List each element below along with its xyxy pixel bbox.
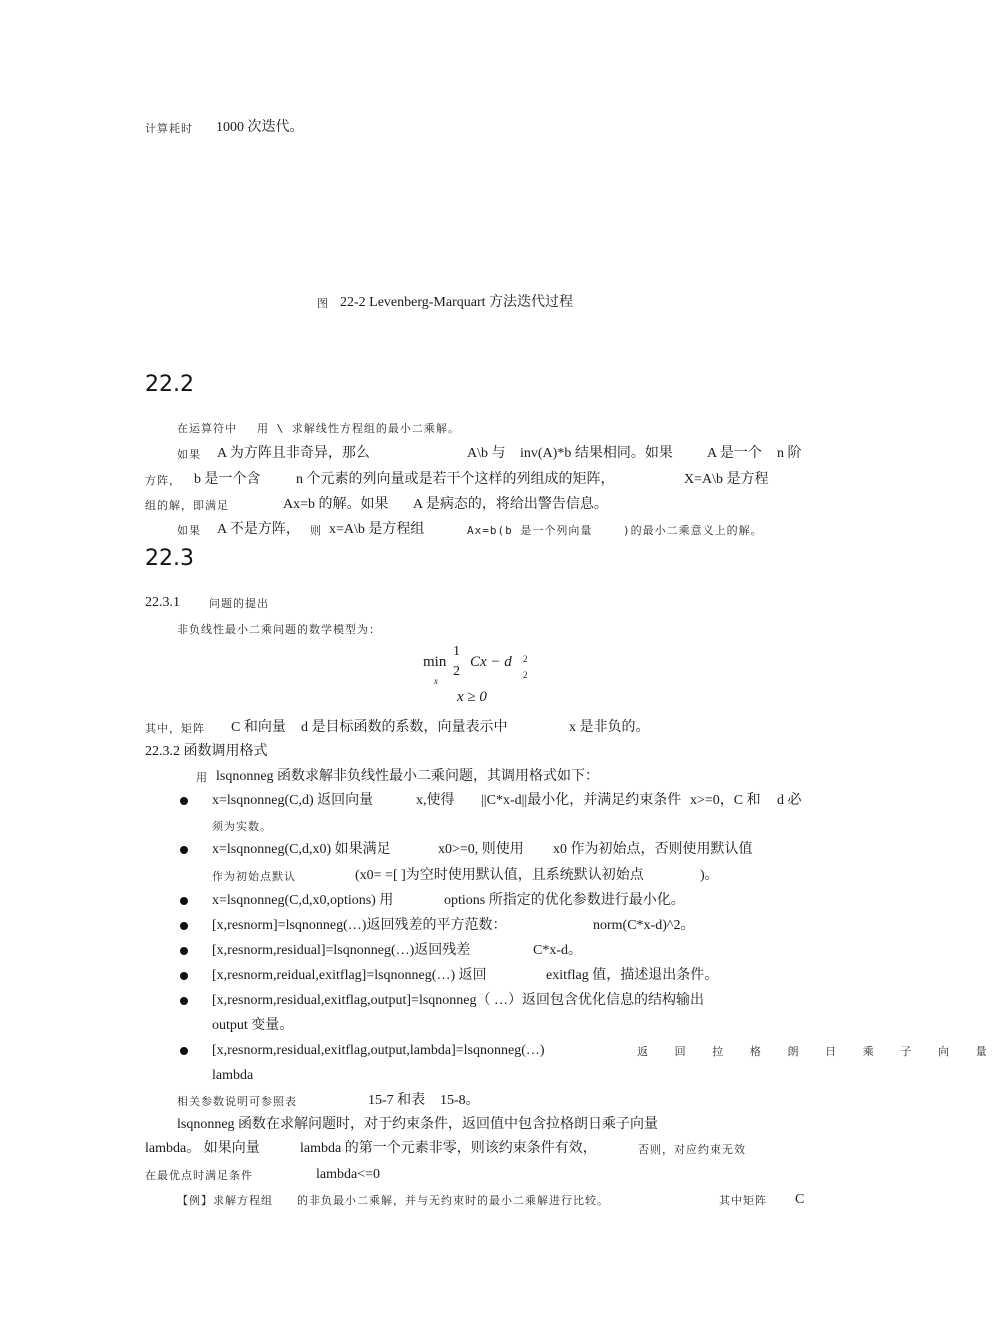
para3-c: 则	[310, 524, 322, 537]
note-line-2b: lambda 的第一个元素非零，则该约束条件有效，	[300, 1141, 597, 1156]
bullet-dot	[180, 947, 188, 955]
para2-l3a: 组的解，即满足	[145, 499, 229, 512]
formula-subscript: 2	[523, 670, 528, 680]
note-line-1: lsqnonneg 函数在求解问题时，对于约束条件，返回值中包含拉格朗日乘子向量	[177, 1117, 659, 1132]
note-line-2a: lambda。 如果向量	[145, 1141, 260, 1156]
bullet-dot	[180, 1047, 188, 1055]
bullet-2-l2a: 作为初始点默认	[212, 870, 296, 883]
formula-fraction-num: 1	[453, 644, 460, 659]
note-line-2c: 否则，对应约束无效	[638, 1143, 746, 1156]
para2-l2a: 方阵，	[145, 474, 181, 487]
note-line-4c: 其中矩阵	[719, 1194, 767, 1207]
top-text: 计算耗时	[145, 122, 193, 135]
bullet-7-l1: [x,resnorm,residual,exitflag,output]=lsqnonneg（ …）返回包含优化信息的结构输出	[212, 993, 705, 1008]
para2-l1b: A 为方阵且非奇异，那么	[217, 446, 370, 461]
bullet-dot	[180, 972, 188, 980]
bullet-2-l2c: )。	[700, 868, 719, 883]
bullet-3-b: options 所指定的优化参数进行最小化。	[444, 893, 685, 908]
bullet-1-l2: 须为实数。	[212, 820, 272, 833]
section-heading-22-2: 22.2	[145, 372, 194, 397]
bullet-1-l1c: ||C*x-d||最小化，并满足约束条件	[481, 793, 682, 808]
table-ref-c: 15-8。	[440, 1093, 480, 1108]
para-intro-b: 用 \ 求解线性方程组的最小二乘解。	[257, 422, 460, 435]
bullet-7-l2: output 变量。	[212, 1018, 294, 1033]
intro-text: 非负线性最小二乘问题的数学模型为：	[177, 623, 381, 636]
subsection-22-3-1-num: 22.3.1	[145, 595, 180, 610]
bullet-2-l2b: (x0= =[ ]为空时使用默认值，且系统默认初始点	[355, 868, 644, 883]
bullet-3-a: x=lsqnonneg(C,d,x0,options) 用	[212, 893, 394, 908]
figure-caption-prefix: 图	[317, 297, 329, 310]
bullet-dot	[180, 897, 188, 905]
subsection-22-3-2: 22.3.2 函数调用格式	[145, 744, 268, 759]
bullet-8-l1a: [x,resnorm,residual,exitflag,output,lambda]=lsqnonneg(…)	[212, 1043, 545, 1058]
para3-e: Ax=b(b 是一个列向量	[467, 524, 593, 537]
note-line-4b: 的非负最小二乘解，并与无约束时的最小二乘解进行比较。	[297, 1194, 609, 1207]
bullet-2-l1b: x0>=0, 则使用	[438, 842, 524, 857]
para2-l3b: Ax=b 的解。如果	[283, 497, 389, 512]
para2-l3c: A 是病态的，将给出警告信息。	[413, 497, 608, 512]
bullet-2-l1c: x0 作为初始点，否则使用默认值	[553, 842, 753, 857]
bullet-1-l1a: x=lsqnonneg(C,d) 返回向量	[212, 793, 374, 808]
bullet-dot	[180, 797, 188, 805]
para2-l2d: X=A\b 是方程	[684, 472, 769, 487]
bullet-6-a: [x,resnorm,reidual,exitflag]=lsqnonneg(…) 返回	[212, 968, 487, 983]
para2-l2c: n 个元素的列向量或是若干个这样的列组成的矩阵，	[296, 472, 615, 487]
where-a: 其中，矩阵	[145, 722, 205, 735]
bullet-dot	[180, 997, 188, 1005]
formula-fraction-den: 2	[453, 664, 460, 679]
para2-l2b: b 是一个含	[194, 472, 261, 487]
para-intro-a: 在运算符中	[177, 422, 237, 435]
para3-d: x=A\b 是方程组	[329, 522, 425, 537]
where-d: x 是非负的。	[569, 720, 650, 735]
para3-a: 如果	[177, 524, 201, 537]
formula-superscript: 2	[523, 654, 528, 664]
bullet-4-a: [x,resnorm]=lsqnonneg(…)返回残差的平方范数：	[212, 918, 507, 933]
note-line-4d: C	[795, 1192, 805, 1207]
bullet-1-l1e: d 必	[777, 793, 802, 808]
where-c: d 是目标函数的系数，向量表示中	[301, 720, 508, 735]
formula-min-subscript: x	[434, 676, 438, 686]
top-number: 1000 次迭代。	[216, 120, 304, 135]
para2-l1c: A\b 与	[467, 446, 506, 461]
bullet-1-l1b: x,使得	[416, 793, 455, 808]
bullet-2-l1a: x=lsqnonneg(C,d,x0) 如果满足	[212, 842, 391, 857]
bullet-5-a: [x,resnorm,residual]=lsqnonneg(…)返回残差	[212, 943, 471, 958]
bullet-6-b: exitflag 值，描述退出条件。	[546, 968, 719, 983]
desc-b: lsqnonneg 函数求解非负线性最小二乘问题，其调用格式如下：	[216, 769, 600, 784]
bullet-1-l1d: x>=0，C 和	[690, 793, 761, 808]
bullet-8-l2: lambda	[212, 1068, 254, 1083]
desc-a: 用	[196, 771, 208, 784]
bullet-8-l1b: 返 回 拉 格 朗 日 乘 子 向 量	[637, 1045, 997, 1058]
note-line-3a: 在最优点时满足条件	[145, 1169, 253, 1182]
bullet-dot	[180, 922, 188, 930]
para3-f: )的最小二乘意义上的解。	[623, 524, 763, 537]
section-heading-22-3: 22.3	[145, 546, 194, 571]
bullet-5-b: C*x-d。	[533, 943, 582, 958]
para2-l1d: inv(A)*b 结果相同。如果	[520, 446, 673, 461]
note-line-3b: lambda<=0	[316, 1167, 380, 1182]
bullet-dot	[180, 846, 188, 854]
note-line-4a: 【例】求解方程组	[177, 1194, 273, 1207]
para2-l1f: n 阶	[777, 446, 802, 461]
para3-b: A 不是方阵，	[217, 522, 300, 537]
formula-expression: Cx − d	[470, 654, 512, 670]
para2-l1e: A 是一个	[707, 446, 762, 461]
bullet-4-b: norm(C*x-d)^2。	[593, 918, 695, 933]
formula-min: min	[423, 654, 447, 670]
figure-caption: 22-2 Levenberg-Marquart 方法迭代过程	[340, 295, 574, 310]
formula-constraint: x ≥ 0	[457, 689, 487, 705]
para2-l1a: 如果	[177, 448, 201, 461]
table-ref-b: 15-7 和表	[368, 1093, 426, 1108]
where-b: C 和向量	[231, 720, 286, 735]
formula	[420, 640, 560, 710]
subsection-22-3-1-title: 问题的提出	[209, 597, 269, 610]
table-ref-a: 相关参数说明可参照表	[177, 1095, 297, 1108]
